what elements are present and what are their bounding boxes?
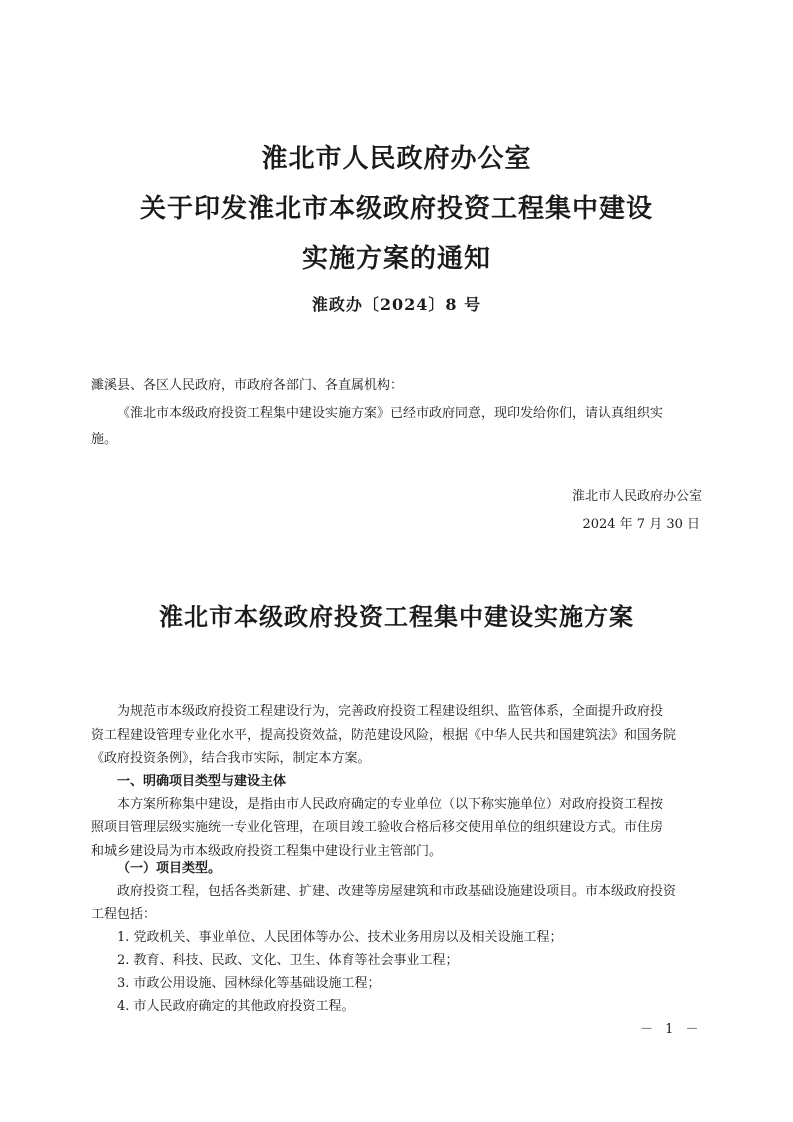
section-1-heading: 一、明确项目类型与建设主体 [117,774,287,789]
notice-title-line-2: 实施方案的通知 [301,244,491,274]
notice-title-line-1: 关于印发淮北市本级政府投资工程集中建设 [139,194,653,224]
notice-body-line-2: 施。 [91,432,118,447]
issue-date: 2024 年 7 月 30 日 [582,517,700,532]
issuer-title: 淮北市人民政府办公室 [261,144,532,174]
notice-body-line-1: 《淮北市本级政府投资工程集中建设实施方案》已经市政府同意，现印发给你们，请认真组织实 [117,406,664,421]
signer: 淮北市人民政府办公室 [571,489,702,504]
list-item: 1. 党政机关、事业单位、人民团体等办公、技术业务用房以及相关设施工程； [117,930,563,945]
list-item: 2. 教育、科技、民政、文化、卫生、体育等社会事业工程； [117,953,459,968]
intro-line-1: 为规范市本级政府投资工程建设行为，完善政府投资工程建设组织、监管体系，全面提升政府投 [117,704,664,719]
addressee: 濉溪县、各区人民政府，市政府各部门、各直属机构： [91,378,404,393]
section-1-line-2: 照项目管理层级实施统一专业化管理，在项目竣工验收合格后移交使用单位的组织建设方式。市住房 [91,820,664,835]
subsection-1-line-2: 工程包括： [91,907,157,922]
intro-line-2: 资工程建设管理专业化水平，提高投资效益，防范建设风险，根据《中华人民共和国建筑法》和国务院 [91,728,677,743]
plan-title: 淮北市本级政府投资工程集中建设实施方案 [159,602,634,631]
section-1-line-3: 和城乡建设局为市本级政府投资工程集中建设行业主管部门。 [91,844,443,859]
intro-line-3: 《政府投资条例》，结合我市实际，制定本方案。 [91,751,371,766]
list-item: 4. 市人民政府确定的其他政府投资工程。 [117,999,355,1014]
subsection-1-line-1: 政府投资工程，包括各类新建、扩建、改建等房屋建筑和市政基础设施建设项目。市本级政府投资 [117,884,677,899]
document-number: 淮政办〔2024〕8 号 [311,295,482,314]
list-item: 3. 市政公用设施、园林绿化等基础设施工程； [117,976,381,991]
subsection-1-heading: （一）项目类型。 [117,861,222,876]
section-1-line-1: 本方案所称集中建设，是指由市人民政府确定的专业单位（以下称实施单位）对政府投资工程按 [117,797,664,812]
page-number: － 1 － [640,1022,703,1037]
